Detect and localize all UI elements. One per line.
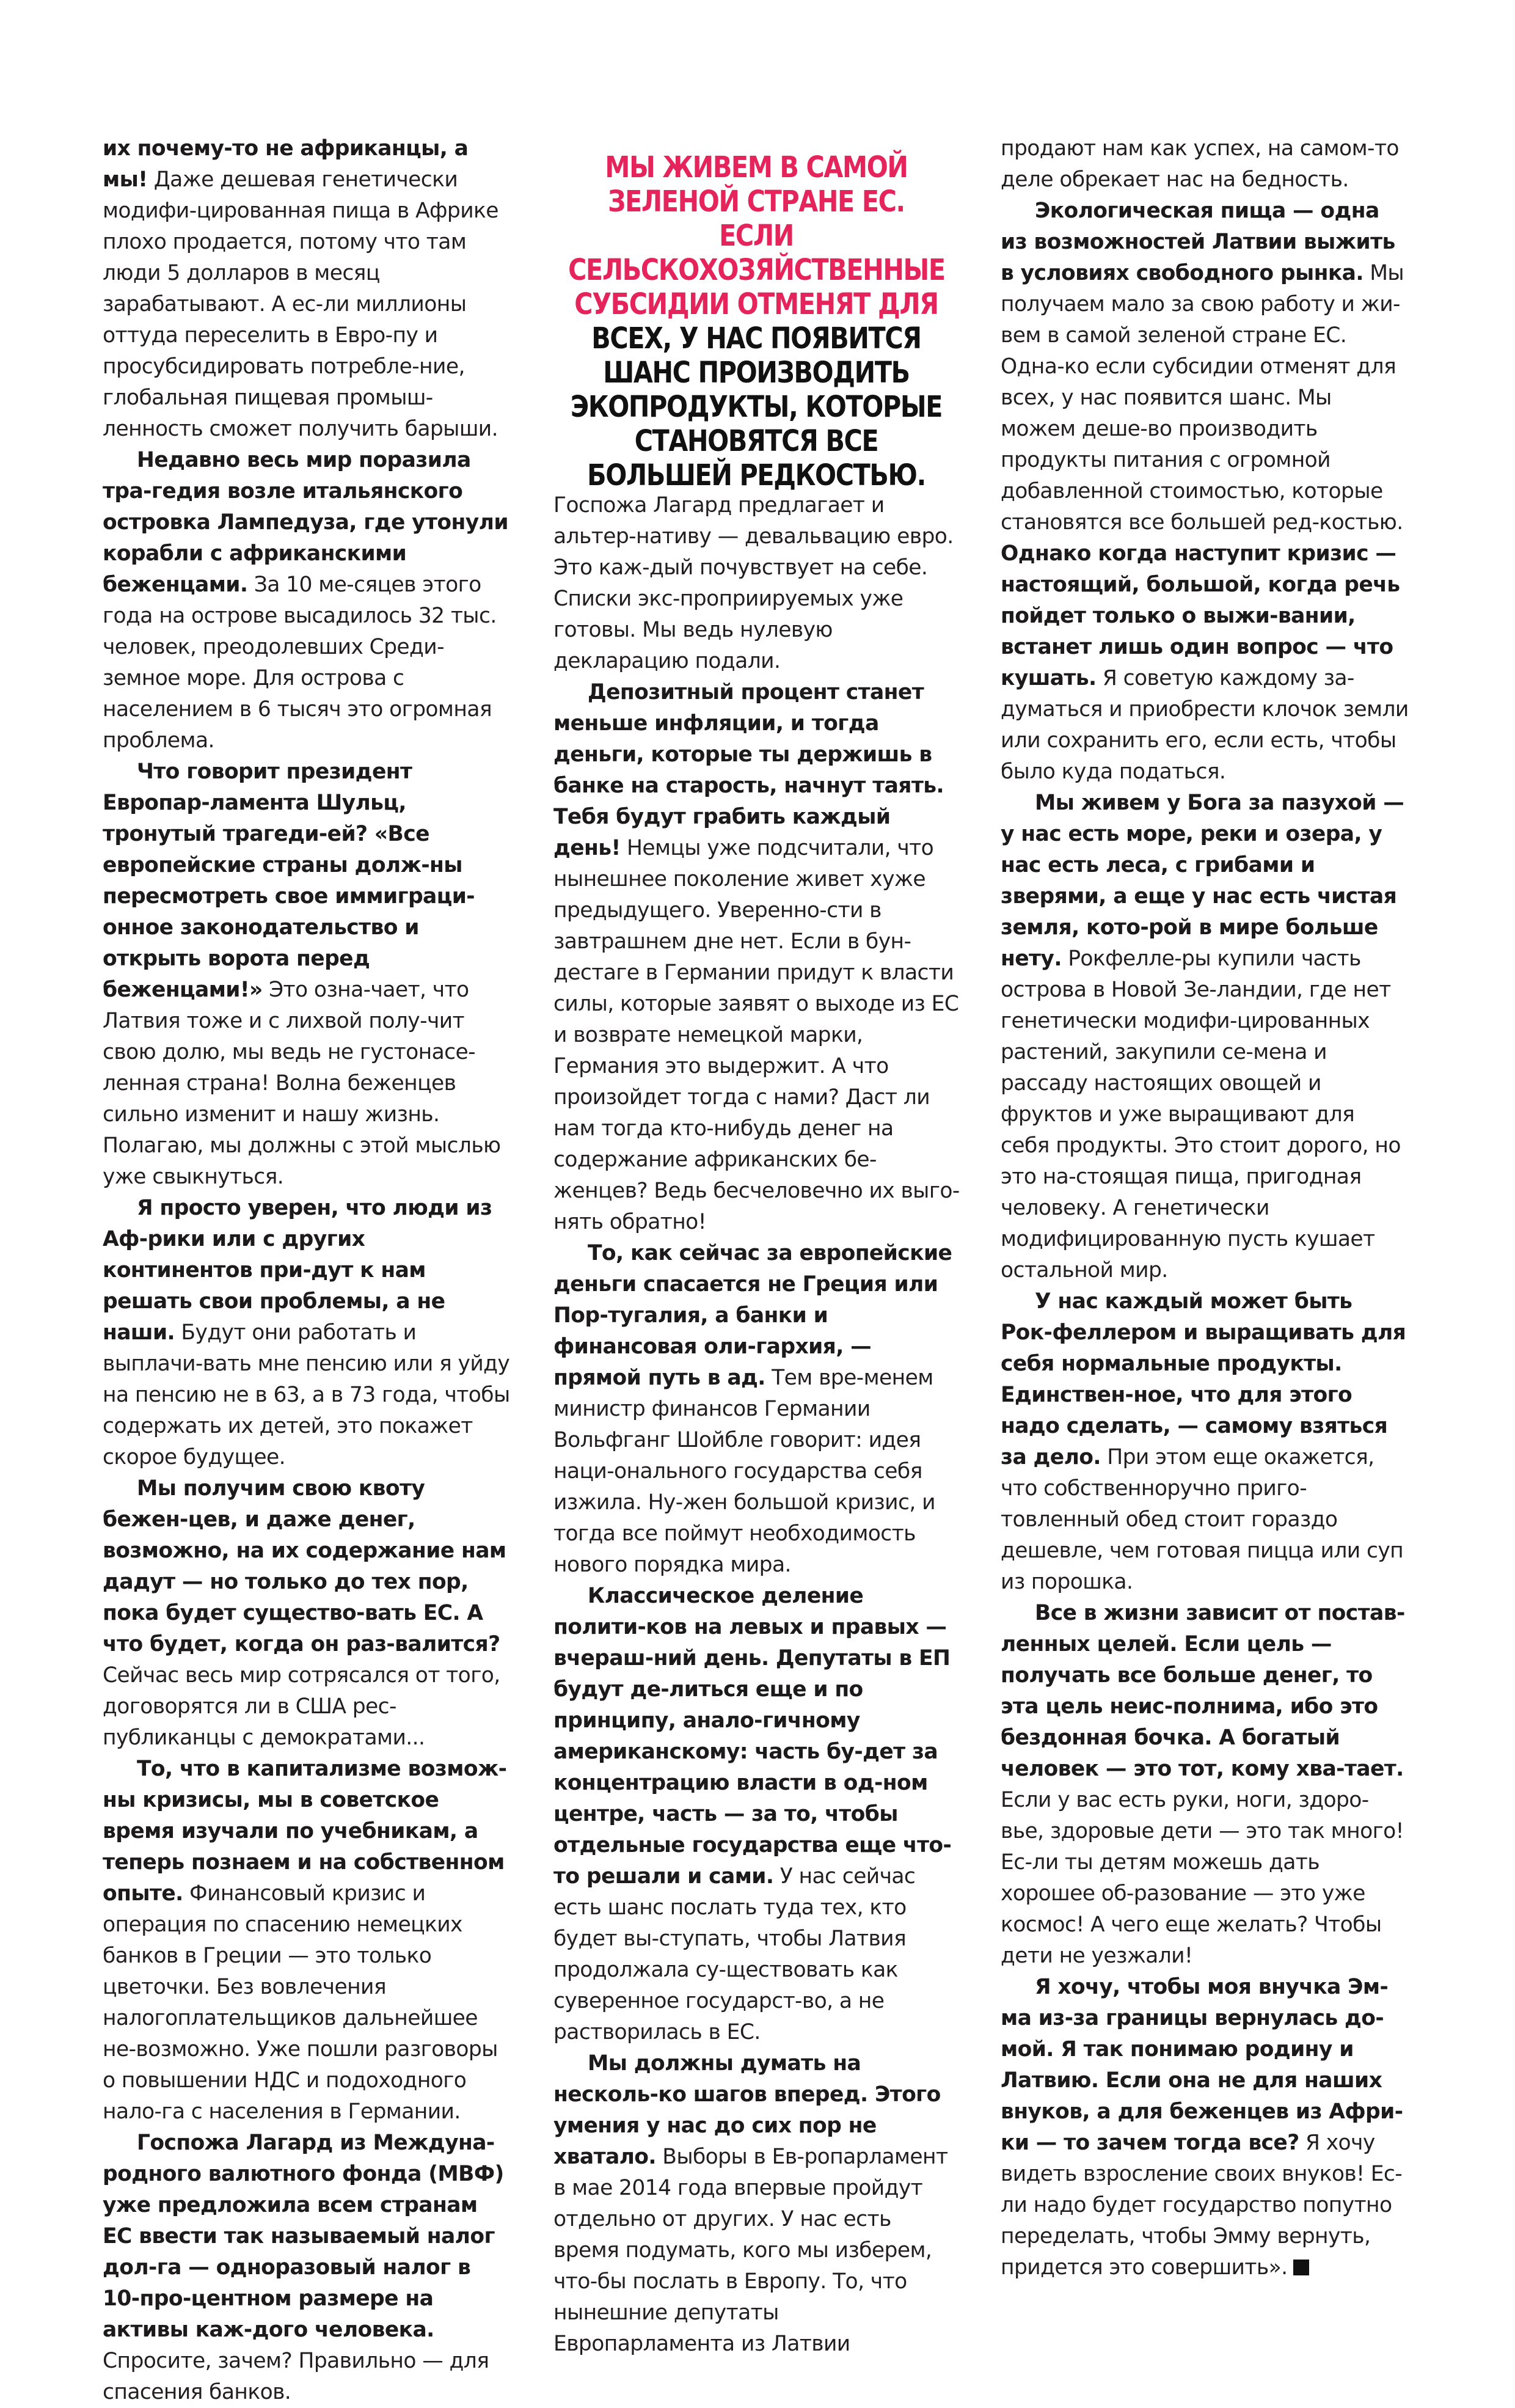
article-column-3 (1001, 133, 1409, 2283)
article-paragraph (103, 2128, 511, 2408)
paragraph-lead: Мы живем у Бога за пазухой — у нас есть море, реки и озера, у нас есть леса, с грибами и зверями, а еще у нас есть чистая земля, кото-рой в мире больше нету. (1001, 791, 1404, 971)
paragraph-text: Будут они работать и выплачи-вать мне пенсию или я уйду на пенсию не в 63, а в 73 года, чтобы содержать их детей, это покажет скорое будущее. (103, 1320, 510, 1469)
article-paragraph (1001, 1598, 1409, 1972)
article-paragraph (553, 1238, 962, 1581)
paragraph-lead: У нас каждый может быть Рок-феллером и выращивать для себя нормальные продукты. Единствен-ное, что для этого надо сделать, — самому взяться за дело. (1001, 1289, 1406, 1469)
article-paragraph (103, 1473, 511, 1754)
paragraph-text: Немцы уже подсчитали, что нынешнее поколение живет хуже предыдущего. Уверенно-сти в завтрашнем дне нет. Если в бун-дестаге в Германии придут к власти силы, которые заявят о выходе из ЕС и возврате немецкой марки, Германия это выдержит. А что произойдет тогда с нами? Даст ли нам тогда кто-нибудь денег на содержание африканских бе-женцев? Ведь бесчеловечно их выго-нять обратно! (553, 836, 960, 1234)
article-paragraph (1001, 133, 1409, 196)
paragraph-lead: Все в жизни зависит от постав-ленных целей. Если цель — получать все больше денег, то эта цель неис-полнима, ибо это бездонная бочка. А богатый человек — это тот, кому хва-тает. (1001, 1601, 1405, 1781)
article-paragraph (553, 677, 962, 1238)
article-paragraph (103, 445, 511, 756)
pull-quote-text: ВСЕХ, У НАС ПОЯВИТСЯ ШАНС ПРОИЗВОДИТЬ ЭКОПРОДУКТЫ, КОТОРЫЕ СТАНОВЯТСЯ ВСЕ БОЛЬШЕЙ РЕДКОСТЬЮ. (570, 321, 943, 492)
paragraph-lead: Классическое деление полити-ков на левых и правых — вчераш-ний день. Депутаты в ЕП будут де-литься еще и по принципу, анало-гичному американскому: часть бу-дет за концентрацию власти в од-ном центре, часть — за то, чтобы отдельные государства еще что-то решали и сами. (553, 1584, 952, 1889)
article-paragraph (103, 1754, 511, 2128)
paragraph-text: Тем вре-менем министр финансов Германии Вольфганг Шойбле говорит: идея наци-онального государства себя изжила. Ну-жен большой кризис, и тогда все поймут необходимость нового порядка мира. (553, 1366, 935, 1577)
paragraph-text: Спросите, зачем? Правильно — для спасения банков. (103, 2349, 489, 2404)
paragraph-lead: их почему-то не африканцы, а мы! (103, 136, 469, 192)
paragraph-text: У нас сейчас есть шанс послать туда тех, кто будет вы-ступать, чтобы Латвия продолжала су-ществовать как суверенное государст-во, а не растворилась в ЕС. (553, 1864, 916, 2044)
paragraph-text: Я хочу видеть взросление своих внуков! Ес-ли надо будет государство попутно переделать, чтобы Эмму вернуть, придется это совершить». (1001, 2131, 1403, 2280)
article-paragraph (103, 756, 511, 1193)
paragraph-text: Сейчас весь мир сотрясался от того, договорятся ли в США рес-публиканцы с демократами... (103, 1663, 500, 1750)
paragraph-lead: То, что в капитализме возмож-ны кризисы, мы в советское время изучали по учебникам, а теперь познаем и на собственном опыте. (103, 1757, 507, 1906)
article-paragraph (1001, 1286, 1409, 1598)
end-of-article-mark (1293, 2260, 1309, 2275)
paragraph-text: За 10 ме-сяцев этого года на острове высадилось 32 тыс. человек, преодолевших Среди-земное море. Для острова с населением в 6 тысяч это огромная проблема. (103, 573, 497, 753)
article-column-1 (103, 133, 511, 2408)
article-paragraph (553, 490, 962, 677)
paragraph-text: Если у вас есть руки, ноги, здоро-вье, здоровые дети — это так много! Ес-ли ты детям можешь дать хорошее об-разование — это уже космос! А чего еще желать? Чтобы дети не уезжали! (1001, 1788, 1404, 1968)
article-paragraph (553, 2048, 962, 2360)
article-paragraph (103, 1193, 511, 1473)
paragraph-text: Это озна-чает, что Латвия тоже и с лихвой полу-чит свою долю, мы ведь не густонасе-ленная страна! Волна беженцев сильно изменит и нашу жизнь. Полагаю, мы должны с этой мыслью уже свыкнуться. (103, 978, 501, 1189)
article-paragraph (103, 133, 511, 445)
paragraph-lead: Депозитный процент станет меньше инфляции, и тогда деньги, которые ты держишь в банке на старость, начнут таять. Тебя будут грабить каждый день! (553, 680, 944, 860)
article-paragraph (553, 1581, 962, 2048)
paragraph-lead: Что говорит президент Европар-ламента Шульц, тронутый трагеди-ей? «Все европейские страны долж-ны пересмотреть свое иммиграци-онное законодательство и открыть ворота перед беженцами!» (103, 759, 475, 1002)
paragraph-text: Мы получаем мало за свою работу и жи-вем в самой зеленой стране ЕС. Одна-ко если субсидии отменят для всех, у нас появится шанс. Мы можем деше-во производить продукты питания с огромной добавленной стоимостью, которые становятся все большей ред-костью. (1001, 261, 1404, 535)
article-column-2 (553, 490, 962, 2360)
paragraph-lead: Недавно весь мир поразила тра-гедия возле итальянского островка Лампедуза, где утонули корабли с африканскими беженцами. (103, 448, 508, 597)
paragraph-lead: Экологическая пища — одна из возможностей Латвии выжить в условиях свободного рынка. (1001, 199, 1395, 285)
paragraph-text: При этом еще окажется, что собственноручно приго-товленный обед стоит гораздо дешевле, чем готовая пицца или суп из порошка. (1001, 1445, 1404, 1594)
pull-quote-highlight: МЫ ЖИВЕМ В САМОЙ ЗЕЛЕНОЙ СТРАНЕ ЕС. ЕСЛИ СЕЛЬСКОХОЗЯЙСТВЕННЫЕ СУБСИДИИ ОТМЕНЯТ ДЛЯ (568, 150, 945, 321)
paragraph-text: Рокфелле-ры купили часть острова в Новой Зе-ландии, где нет генетически модифи-цированных растений, закупили се-мена и рассаду настоящих овощей и фруктов и уже выращивают для себя продукты. Это стоит дорого, но это на-стоящая пища, пригодная человеку. А генетически модифицированную пусть кушает остальной мир. (1001, 946, 1401, 1283)
paragraph-text: Финансовый кризис и операция по спасению немецких банков в Греции — это только цветочки. Без вовлечения налогоплательщиков дальнейшее не-возможно. Уже пошли разговоры о повышении НДС и подоходного нало-га с населения в Германии. (103, 1881, 498, 2124)
article-paragraph (1001, 788, 1409, 1286)
paragraph-lead: Я просто уверен, что люди из Аф-рики или с других континентов при-дут к нам решать свои проблемы, а не наши. (103, 1196, 492, 1345)
article-paragraph (1001, 196, 1409, 788)
paragraph-lead: Мы получим свою квоту бежен-цев, и даже денег, возможно, на их содержание нам дадут — но только до тех пор, пока будет существо-вать ЕС. А что будет, когда он раз-валится? (103, 1476, 506, 1656)
paragraph-text: Я советую каждому за-думаться и приобрести клочок земли или сохранить его, если есть, чтобы было куда податься. (1001, 666, 1409, 784)
paragraph-text: Выборы в Ев-ропарламент в мае 2014 года впервые пройдут отдельно от других. У нас есть время подумать, кого мы изберем, что-бы послать в Европу. То, что нынешние депутаты Европарламента из Латвии (553, 2145, 948, 2356)
paragraph-lead: Госпожа Лагард из Междуна-родного валютного фонда (МВФ) уже предложила всем странам ЕС ввести так называемый налог дол-га — одноразовый налог в 10-про-центном размере на активы каж-дого человека. (103, 2131, 504, 2342)
paragraph-lead: Однако когда наступит кризис — настоящий, большой, когда речь пойдет только о выжи-вании, встанет лишь один вопрос — что кушать. (1001, 541, 1400, 690)
article-paragraph (1001, 1972, 1409, 2283)
paragraph-text: Госпожа Лагард предлагает и альтер-нативу — девальвацию евро. Это каж-дый почувствует на себе. Списки экс-проприируемых уже готовы. Мы ведь нулевую декларацию подали. (553, 493, 954, 673)
pull-quote (568, 150, 944, 492)
paragraph-text: Даже дешевая генетически модифи-цированная пища в Африке плохо продается, потому что там люди 5 долларов в месяц зарабатывают. А ес-ли миллионы оттуда переселить в Евро-пу и просубсидировать потребле-ние, глобальная пищевая промыш-ленность сможет получить барыши. (103, 167, 498, 441)
paragraph-lead: Мы должны думать на несколь-ко шагов вперед. Этого умения у нас до сих пор не хватало. (553, 2051, 941, 2169)
paragraph-lead: Я хочу, чтобы моя внучка Эм-ма из-за границы вернулась до-мой. Я так понимаю родину и Латвию. Если она не для наших внуков, а для беженцев из Афри-ки — то зачем тогда все? (1001, 1975, 1403, 2155)
paragraph-lead: То, как сейчас за европейские деньги спасается не Греция или Пор-тугалия, а банки и финансовая оли-гархия, — прямой путь в ад. (553, 1241, 952, 1390)
paragraph-text: продают нам как успех, на самом-то деле обрекает нас на бедность. (1001, 136, 1399, 192)
